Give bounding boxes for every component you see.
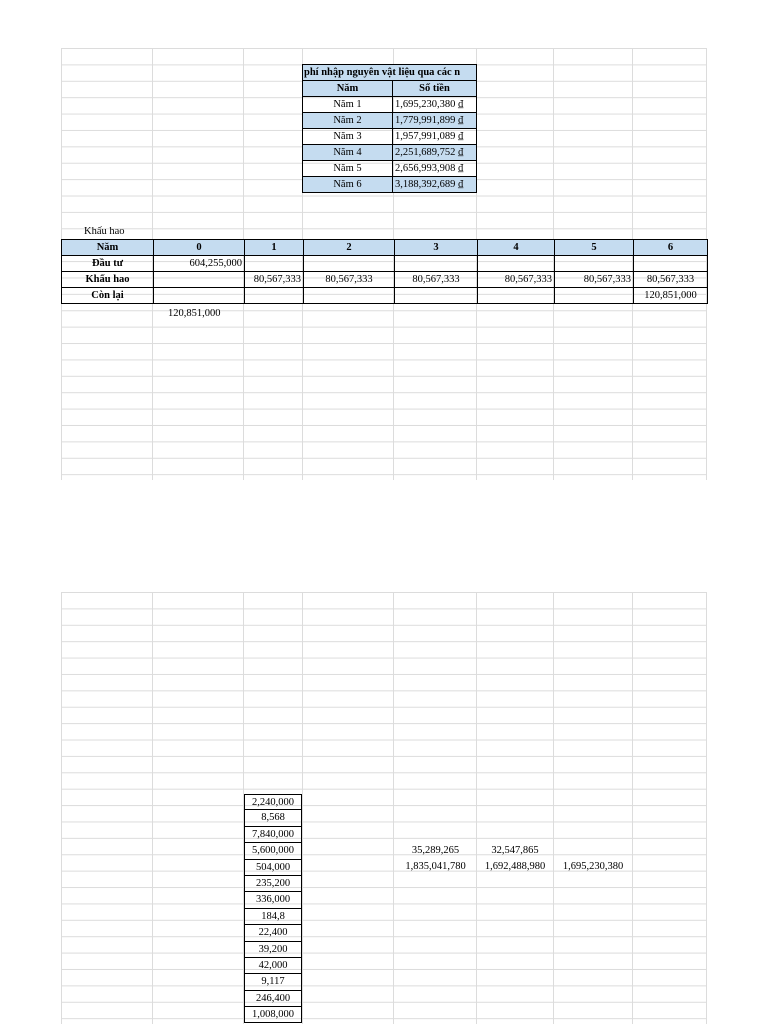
cost-amount-cell[interactable]: 2,251,689,752 ₫ bbox=[393, 145, 477, 161]
dep-row-depreciation bbox=[62, 272, 708, 288]
cost-year-cell[interactable]: Năm 1 bbox=[303, 97, 393, 113]
list-item[interactable]: 9,117 bbox=[244, 974, 302, 990]
dep-cell[interactable]: 80,567,333 bbox=[555, 272, 634, 288]
dep-cell[interactable]: 604,255,000 bbox=[154, 256, 245, 272]
cost-year-cell[interactable]: Năm 4 bbox=[303, 145, 393, 161]
cost-year-cell[interactable]: Năm 2 bbox=[303, 113, 393, 129]
dep-cell[interactable] bbox=[634, 256, 708, 272]
cost-col-year[interactable]: Năm bbox=[303, 81, 393, 97]
dep-header-cell[interactable]: 4 bbox=[478, 240, 555, 256]
cost-amount-cell[interactable]: 1,695,230,380 ₫ bbox=[393, 97, 477, 113]
dep-cell[interactable]: 120,851,000 bbox=[634, 288, 708, 304]
remaining-value-cell[interactable]: 120,851,000 bbox=[168, 308, 221, 319]
dep-row-remaining bbox=[62, 288, 708, 304]
dep-header-cell[interactable]: 1 bbox=[245, 240, 304, 256]
list-item[interactable]: 1,008,000 bbox=[244, 1007, 302, 1023]
cost-year-cell[interactable]: Năm 6 bbox=[303, 177, 393, 193]
dep-cell[interactable]: 80,567,333 bbox=[634, 272, 708, 288]
cost-table-title[interactable]: phí nhập nguyên vật liệu qua các n bbox=[303, 65, 477, 81]
list-item[interactable]: 246,400 bbox=[244, 991, 302, 1007]
list-item[interactable]: 39,200 bbox=[244, 942, 302, 958]
dep-cell[interactable] bbox=[304, 288, 395, 304]
cost-amount-cell[interactable]: 2,656,993,908 ₫ bbox=[393, 161, 477, 177]
value-cell[interactable]: 35,289,265 bbox=[411, 845, 460, 856]
dep-cell[interactable]: 80,567,333 bbox=[395, 272, 478, 288]
dep-cell[interactable]: 80,567,333 bbox=[478, 272, 555, 288]
dep-cell[interactable] bbox=[395, 256, 478, 272]
value-cell[interactable]: 1,695,230,380 bbox=[562, 861, 624, 872]
lower-sheet-grid bbox=[61, 592, 707, 1024]
dep-header-cell[interactable]: Năm bbox=[62, 240, 154, 256]
dep-row-investment bbox=[62, 256, 708, 272]
dep-cell[interactable]: 80,567,333 bbox=[304, 272, 395, 288]
dep-cell[interactable] bbox=[478, 288, 555, 304]
value-cell[interactable]: 1,692,488,980 bbox=[484, 861, 546, 872]
cost-amount-cell[interactable]: 1,957,991,089 ₫ bbox=[393, 129, 477, 145]
list-item[interactable]: 504,000 bbox=[244, 860, 302, 876]
value-cell[interactable]: 1,835,041,780 bbox=[405, 861, 466, 872]
list-item[interactable]: 184,8 bbox=[244, 909, 302, 925]
list-item[interactable]: 22,400 bbox=[244, 925, 302, 941]
dep-cell[interactable] bbox=[478, 256, 555, 272]
dep-header-cell[interactable]: 5 bbox=[555, 240, 634, 256]
dep-cell[interactable] bbox=[154, 288, 245, 304]
dep-row-label[interactable]: Còn lại bbox=[62, 288, 154, 304]
list-item[interactable]: 235,200 bbox=[244, 876, 302, 892]
depreciation-table bbox=[61, 239, 708, 304]
cost-year-cell[interactable]: Năm 5 bbox=[303, 161, 393, 177]
list-item[interactable]: 2,240,000 bbox=[244, 794, 302, 810]
dep-cell[interactable] bbox=[245, 256, 304, 272]
cost-col-amount[interactable]: Số tiền bbox=[393, 81, 477, 97]
dep-cell[interactable] bbox=[304, 256, 395, 272]
dep-row-label[interactable]: Khấu hao bbox=[62, 272, 154, 288]
dep-cell[interactable] bbox=[395, 288, 478, 304]
dep-header-cell[interactable]: 0 bbox=[154, 240, 245, 256]
dep-cell[interactable] bbox=[245, 288, 304, 304]
cost-year-cell[interactable]: Năm 3 bbox=[303, 129, 393, 145]
list-item[interactable]: 8,568 bbox=[244, 810, 302, 826]
dep-header-cell[interactable]: 2 bbox=[304, 240, 395, 256]
dep-header-row bbox=[62, 240, 708, 256]
dep-row-label[interactable]: Đầu tư bbox=[62, 256, 154, 272]
cost-amount-cell[interactable]: 1,779,991,899 ₫ bbox=[393, 113, 477, 129]
dep-cell[interactable] bbox=[555, 288, 634, 304]
depreciation-label[interactable]: Khấu hao bbox=[84, 226, 125, 237]
dep-cell[interactable]: 80,567,333 bbox=[245, 272, 304, 288]
cost-amount-cell[interactable]: 3,188,392,689 ₫ bbox=[393, 177, 477, 193]
value-list bbox=[244, 794, 302, 1023]
value-cell[interactable]: 32,547,865 bbox=[491, 845, 539, 856]
list-item[interactable]: 7,840,000 bbox=[244, 827, 302, 843]
list-item[interactable]: 5,600,000 bbox=[244, 843, 302, 859]
dep-cell[interactable] bbox=[154, 272, 245, 288]
dep-cell[interactable] bbox=[555, 256, 634, 272]
material-cost-table bbox=[302, 64, 477, 193]
dep-header-cell[interactable]: 6 bbox=[634, 240, 708, 256]
list-item[interactable]: 42,000 bbox=[244, 958, 302, 974]
dep-header-cell[interactable]: 3 bbox=[395, 240, 478, 256]
list-item[interactable]: 336,000 bbox=[244, 892, 302, 908]
